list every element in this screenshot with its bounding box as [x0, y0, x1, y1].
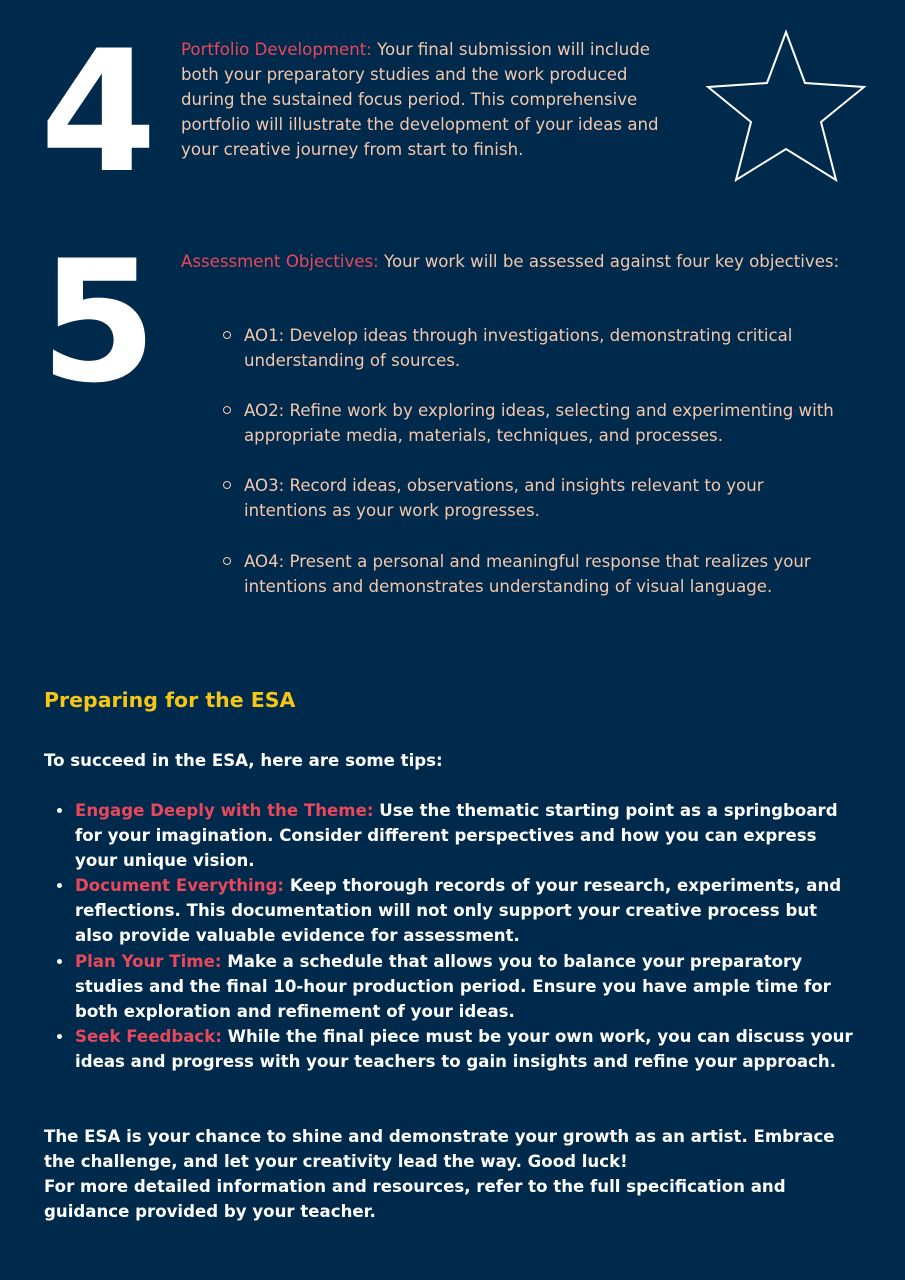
objective-ao1: AO1: Develop ideas through investigations, demonstrating critical understanding of sources.	[223, 323, 843, 373]
tip-lead: Document Everything:	[75, 876, 285, 896]
tip-text: Make a schedule that allows you to balance your preparatory studies and the final 10-hour production period. Ensure you have ample time for both exploration and refinement of your ideas.	[75, 951, 831, 1021]
assessment-objectives-text: Your work will be assessed against four key objectives:	[378, 252, 840, 271]
tip-text: While the final piece must be your own work, you can discuss your ideas and progress with your teachers to gain insights and refine your approach.	[75, 1026, 853, 1071]
tip-text: Keep thorough records of your research, experiments, and reflections. This documentation will not only support your creative process but also provide valuable evidence for assessment.	[75, 876, 842, 946]
portfolio-development-paragraph	[181, 37, 671, 162]
tip-lead: Plan Your Time:	[75, 951, 222, 971]
esa-tips-list	[44, 798, 854, 1074]
tip-lead: Engage Deeply with the Theme:	[75, 801, 374, 820]
closing-encouragement: The ESA is your chance to shine and demonstrate your growth as an artist. Embrace the challenge, and let your creativity lead the way. Good luck!	[44, 1127, 835, 1172]
closing-resources: For more detailed information and resources, refer to the full specification and guidance provided by your teacher.	[44, 1177, 786, 1222]
tip-seek-feedback	[44, 1024, 854, 1074]
portfolio-development-lead: Portfolio Development:	[181, 40, 372, 59]
tip-plan-time	[44, 949, 854, 1024]
section-number-5: 5	[40, 224, 157, 420]
tip-document-everything	[44, 873, 854, 948]
objective-ao3: AO3: Record ideas, observations, and insights relevant to your intentions as your work progresses.	[223, 473, 843, 523]
assessment-objectives-list	[223, 323, 843, 624]
esa-heading: Preparing for the ESA	[44, 688, 296, 712]
tip-engage-theme	[44, 798, 854, 873]
star-outline-icon	[704, 29, 868, 184]
closing-paragraph	[44, 1124, 864, 1224]
objective-ao4: AO4: Present a personal and meaningful response that realizes your intentions and demonstrates understanding of visual language.	[223, 549, 843, 599]
esa-intro: To succeed in the ESA, here are some tips:	[44, 751, 443, 770]
tip-lead: Seek Feedback:	[75, 1026, 222, 1046]
objective-ao2: AO2: Refine work by exploring ideas, selecting and experimenting with appropriate media, materials, techniques, and processes.	[223, 398, 843, 448]
portfolio-development-text: Your final submission will include both your preparatory studies and the work produced during the sustained focus period. This comprehensive portfolio will illustrate the development of your ideas and your creative journey from start to finish.	[181, 40, 659, 160]
section-number-4: 4	[40, 14, 157, 210]
assessment-objectives-lead: Assessment Objectives:	[181, 252, 379, 271]
tip-text: Use the thematic starting point as a springboard for your imagination. Consider different perspectives and how you can express your unique vision.	[75, 801, 838, 871]
assessment-objectives-paragraph	[181, 249, 841, 274]
